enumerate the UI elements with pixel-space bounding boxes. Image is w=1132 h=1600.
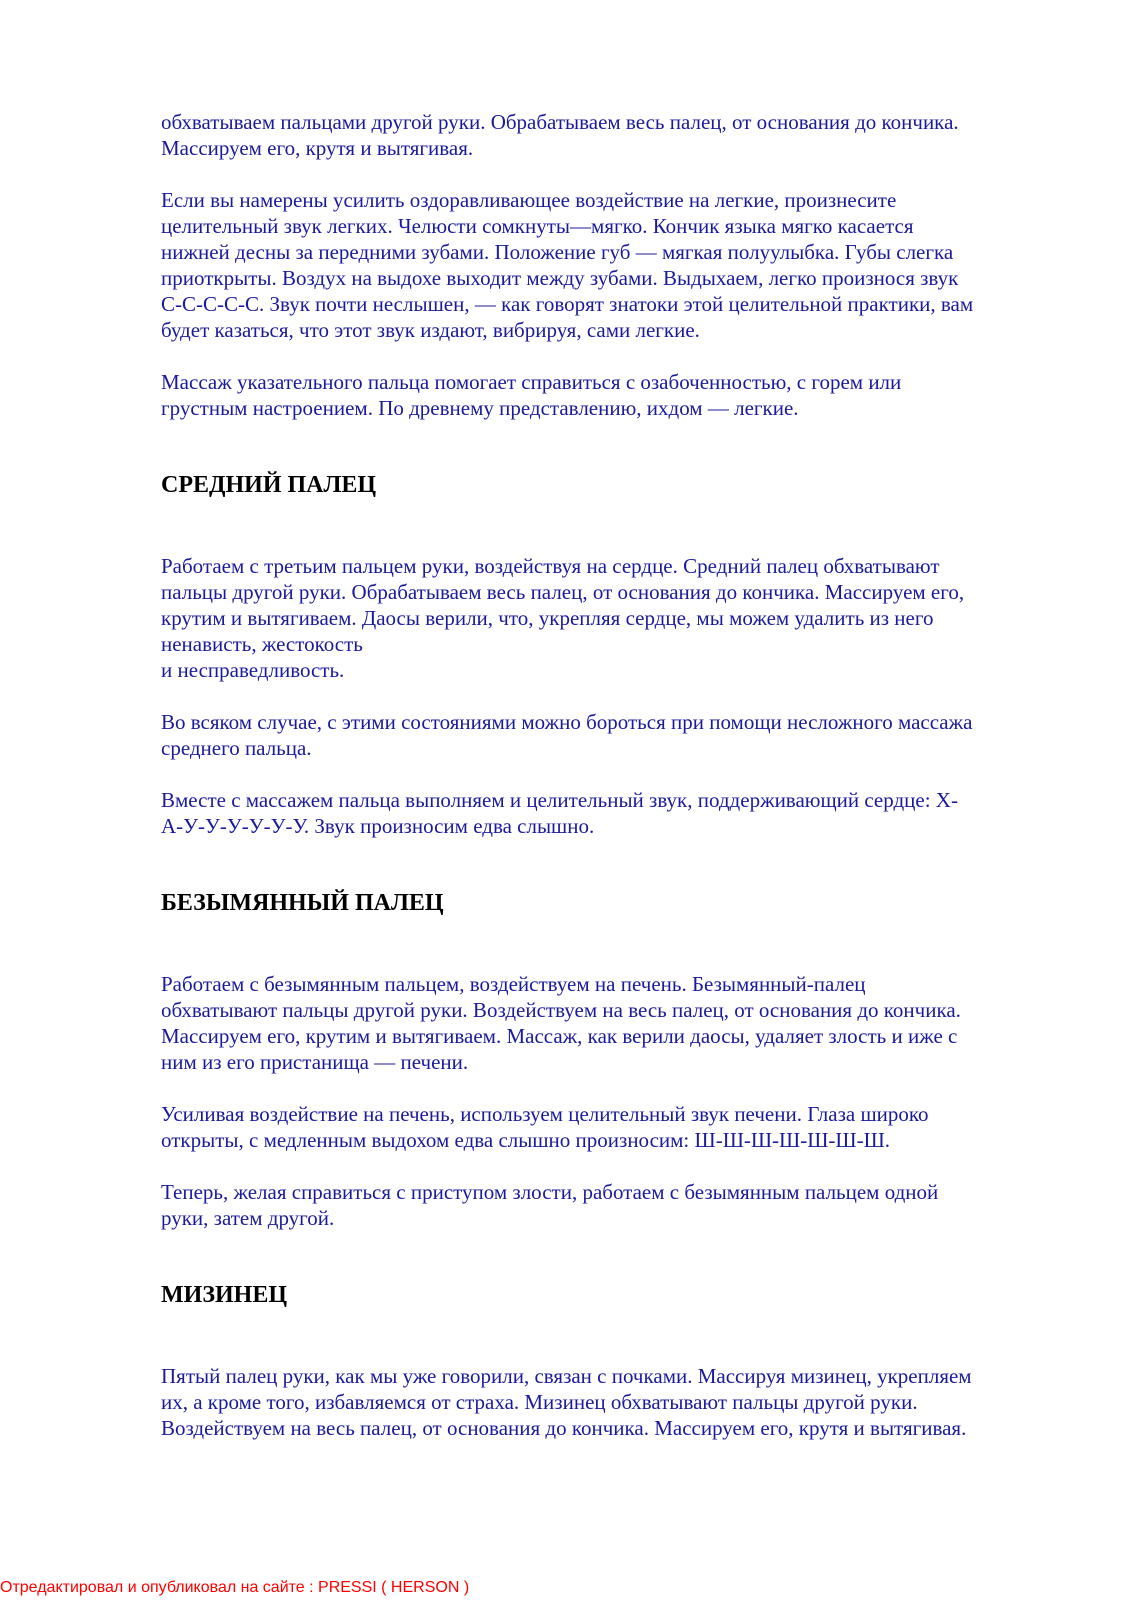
paragraph: Массаж указательного пальца помогает справиться с озабоченностью, с горем или грустным настроением. По древнему представлению, ихдом — легкие. [161, 370, 902, 420]
paragraph: Теперь, желая справиться с приступом злости, работаем с безымянным пальцем одной руки, затем другой. [161, 1180, 939, 1230]
section-heading-ring-finger: БЕЗЫМЯННЫЙ ПАЛЕЦ [161, 890, 444, 916]
paragraph: Если вы намерены усилить оздоравливающее воздействие на легкие, произнесите целительный звук легких. Челюсти сомкнуты—мягко. Кончик языка мягко касается нижней десны за передними зубами. Положение губ — мягкая полуулыбка. Губы слегка приоткрыты. Воздух на выдохе выходит между зубами. Выдыхаем, легко произнося звук С-С-С-С-С. Звук почти неслышен, — как говорят знатоки этой целительной практики, вам будет казаться, что этот звук издают, вибрируя, сами легкие. [161, 188, 974, 342]
paragraph: Работаем с безымянным пальцем, воздействуем на печень. Безымянный-палец обхватывают пальцы другой руки. Воздействуем на весь палец, от основания до кончика. Массируем его, крутим и вытягиваем. Массаж, как верили даосы, удаляет злость и иже с ним из его пристанища — печени. [161, 972, 961, 1074]
paragraph: обхватываем пальцами другой руки. Обрабатываем весь палец, от основания до кончика. Массируем его, крутя и вытягивая. [161, 110, 959, 160]
footer-credit: Отредактировал и опубликовал на сайте : PRESSI ( HERSON ) [0, 1579, 470, 1596]
section-heading-middle-finger: СРЕДНИЙ ПАЛЕЦ [161, 472, 377, 498]
paragraph: Усиливая воздействие на печень, используем целительный звук печени. Глаза широко открыты, с медленным выдохом едва слышно произносим: Ш-Ш-Ш-Ш-Ш-Ш-Ш. [161, 1102, 929, 1152]
paragraph: Во всяком случае, с этими состояниями можно бороться при помощи несложного массажа среднего пальца. [161, 710, 973, 760]
document-body [161, 109, 1061, 1441]
paragraph: Вместе с массажем пальца выполняем и целительный звук, поддерживающий сердце: Х- А-У-У-У-У-У-У. Звук произносим едва слышно. [161, 788, 958, 838]
paragraph: Работаем с третьим пальцем руки, воздействуя на сердце. Средний палец обхватывают пальцы другой руки. Обрабатываем весь палец, от основания до кончика. Массируем его, крутим и вытягиваем. Даосы верили, что, укрепляя сердце, мы можем удалить из него ненависть, жестокость и несправедливость. [161, 554, 965, 682]
section-heading-little-finger: МИЗИНЕЦ [161, 1282, 287, 1308]
paragraph: Пятый палец руки, как мы уже говорили, связан с почками. Массируя мизинец, укрепляем их, а кроме того, избавляемся от страха. Мизинец обхватывают пальцы другой руки. Воздействуем на весь палец, от основания до кончика. Массируем его, крутя и вытягивая. [161, 1364, 972, 1440]
